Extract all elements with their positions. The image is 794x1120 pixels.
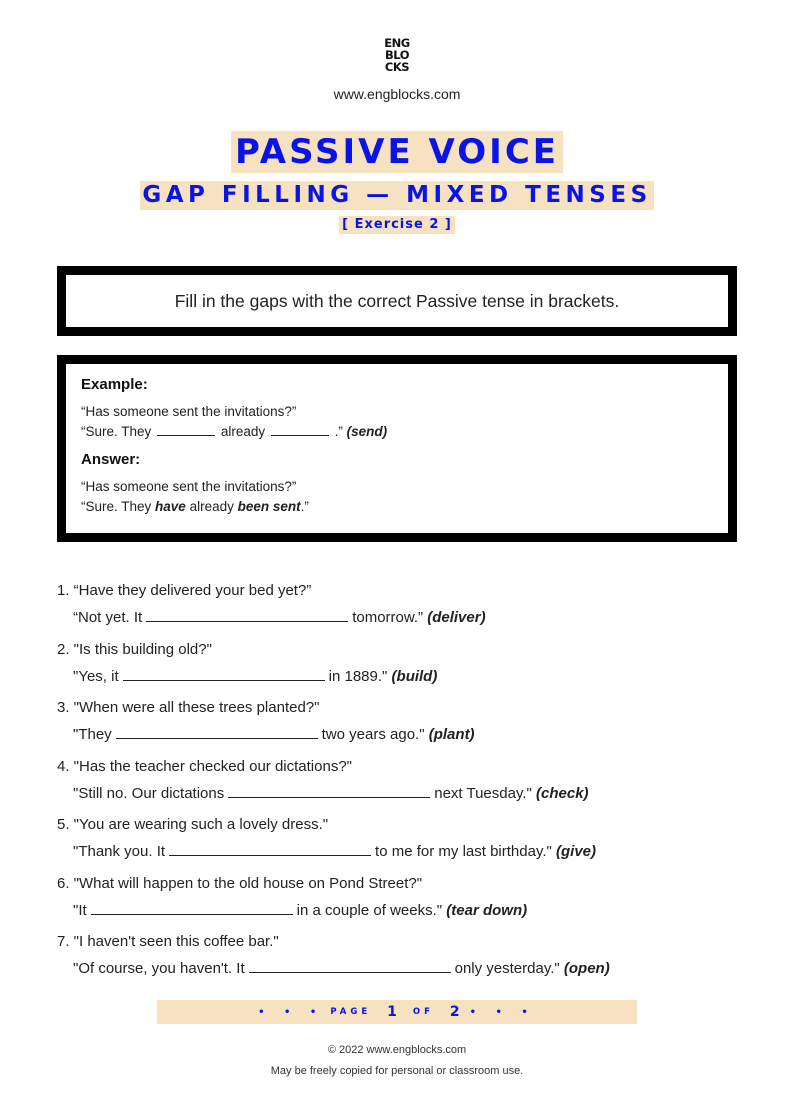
answer-gap[interactable]: [116, 724, 318, 739]
answer-gap[interactable]: [146, 607, 348, 622]
example-text: already: [220, 424, 266, 439]
example-text: .”: [334, 424, 343, 439]
answer-prefix: "They: [73, 726, 112, 743]
verb-hint: (open): [563, 960, 610, 977]
example-gap: [157, 423, 215, 436]
answer-prefix: "Of course, you haven't. It: [73, 960, 245, 977]
answer-word: have: [155, 499, 186, 514]
answer-text: .”: [300, 499, 309, 514]
answer-gap[interactable]: [228, 783, 430, 798]
footer-copyright: © 2022 www.engblocks.com: [327, 1044, 467, 1056]
answer-line: [57, 958, 737, 980]
verb-hint: (give): [556, 843, 597, 860]
page-subtitle: GAP FILLING — MIXED TENSES: [142, 182, 652, 208]
verb-hint: (check): [536, 784, 589, 802]
verb-hint: (build): [391, 667, 438, 685]
example-answer-line: [81, 422, 713, 442]
answer-gap[interactable]: [169, 841, 371, 856]
answer-prefix: "Thank you. It: [73, 843, 166, 860]
exercise-label: [ Exercise 2 ]: [339, 216, 455, 234]
question-list: [57, 580, 737, 990]
answer-suffix: only yesterday.": [454, 960, 560, 977]
question-item: [57, 697, 737, 756]
answer-gap[interactable]: [91, 900, 293, 915]
verb-hint: (tear down): [446, 901, 528, 919]
answer-text: already: [185, 499, 238, 514]
answer-gap[interactable]: [249, 958, 451, 973]
answer-prefix: “Not yet. It: [73, 609, 143, 626]
current-page: 1: [387, 1004, 397, 1020]
question-item: [57, 639, 737, 698]
answer-suffix: tomorrow.”: [352, 609, 424, 626]
answer-line: [57, 666, 737, 688]
answer-line: [57, 841, 737, 863]
answer-line: [57, 724, 737, 746]
answer-prefix: "Still no. Our dictations: [73, 784, 225, 802]
instruction-box: [57, 266, 737, 336]
verb-hint: (plant): [428, 726, 475, 743]
example-heading: Example:: [81, 376, 148, 393]
answer-suffix: to me for my last birthday.": [375, 843, 552, 860]
page-word: PAGE: [330, 1007, 372, 1017]
answer-line: [57, 607, 737, 629]
answer-text: “Sure. They: [81, 499, 156, 514]
answer-gap[interactable]: [123, 666, 325, 681]
question-text: 2. "Is this building old?": [57, 640, 212, 658]
question-text: 1. “Have they delivered your bed yet?”: [57, 582, 312, 599]
of-word: OF: [412, 1007, 434, 1017]
question-text: 5. "You are wearing such a lovely dress.": [57, 816, 329, 833]
answer-line: [81, 497, 713, 517]
total-pages: 2: [449, 1004, 460, 1020]
example-text: “Sure. They: [81, 424, 152, 439]
example-verb-hint: (send): [346, 424, 388, 439]
question-text: 7. "I haven't seen this coffee bar.": [57, 933, 279, 950]
example-question: “Has someone sent the invitations?”: [81, 404, 297, 419]
logo-line: CKS: [384, 60, 410, 74]
dots-decoration: • • •: [258, 1006, 325, 1018]
instruction-text: Fill in the gaps with the correct Passive tense in brackets.: [174, 290, 620, 311]
answer-line: [57, 900, 737, 922]
answer-line: [57, 783, 737, 805]
page-indicator: [157, 1000, 637, 1024]
example-gap: [271, 423, 329, 436]
dots-decoration: • • •: [469, 1006, 536, 1018]
question-text: 3. "When were all these trees planted?": [57, 699, 320, 716]
question-text: 4. "Has the teacher checked our dictations?": [57, 757, 352, 775]
example-box: [57, 355, 737, 542]
logo-line: BLO: [385, 48, 409, 62]
answer-question: “Has someone sent the invitations?”: [81, 479, 297, 494]
verb-hint: (deliver): [427, 609, 486, 626]
question-item: [57, 580, 737, 639]
question-text: 6. "What will happen to the old house on Pond Street?": [57, 874, 423, 892]
answer-prefix: "It: [73, 901, 87, 919]
question-item: [57, 931, 737, 990]
answer-suffix: two years ago.": [321, 726, 425, 743]
footer-note: May be freely copied for personal or classroom use.: [270, 1065, 524, 1077]
answer-suffix: in a couple of weeks.": [296, 901, 443, 919]
engblocks-logo: [377, 37, 417, 73]
site-url[interactable]: www.engblocks.com: [333, 86, 461, 102]
question-item: [57, 873, 737, 932]
answer-word: been sent: [237, 499, 301, 514]
answer-heading: Answer:: [81, 451, 141, 468]
logo-line: ENG: [384, 36, 410, 50]
answer-suffix: in 1889.": [328, 667, 388, 685]
answer-suffix: next Tuesday.": [434, 784, 532, 802]
page-title: PASSIVE VOICE: [231, 131, 563, 173]
answer-prefix: "Yes, it: [73, 667, 119, 685]
question-item: [57, 814, 737, 873]
question-item: [57, 756, 737, 815]
